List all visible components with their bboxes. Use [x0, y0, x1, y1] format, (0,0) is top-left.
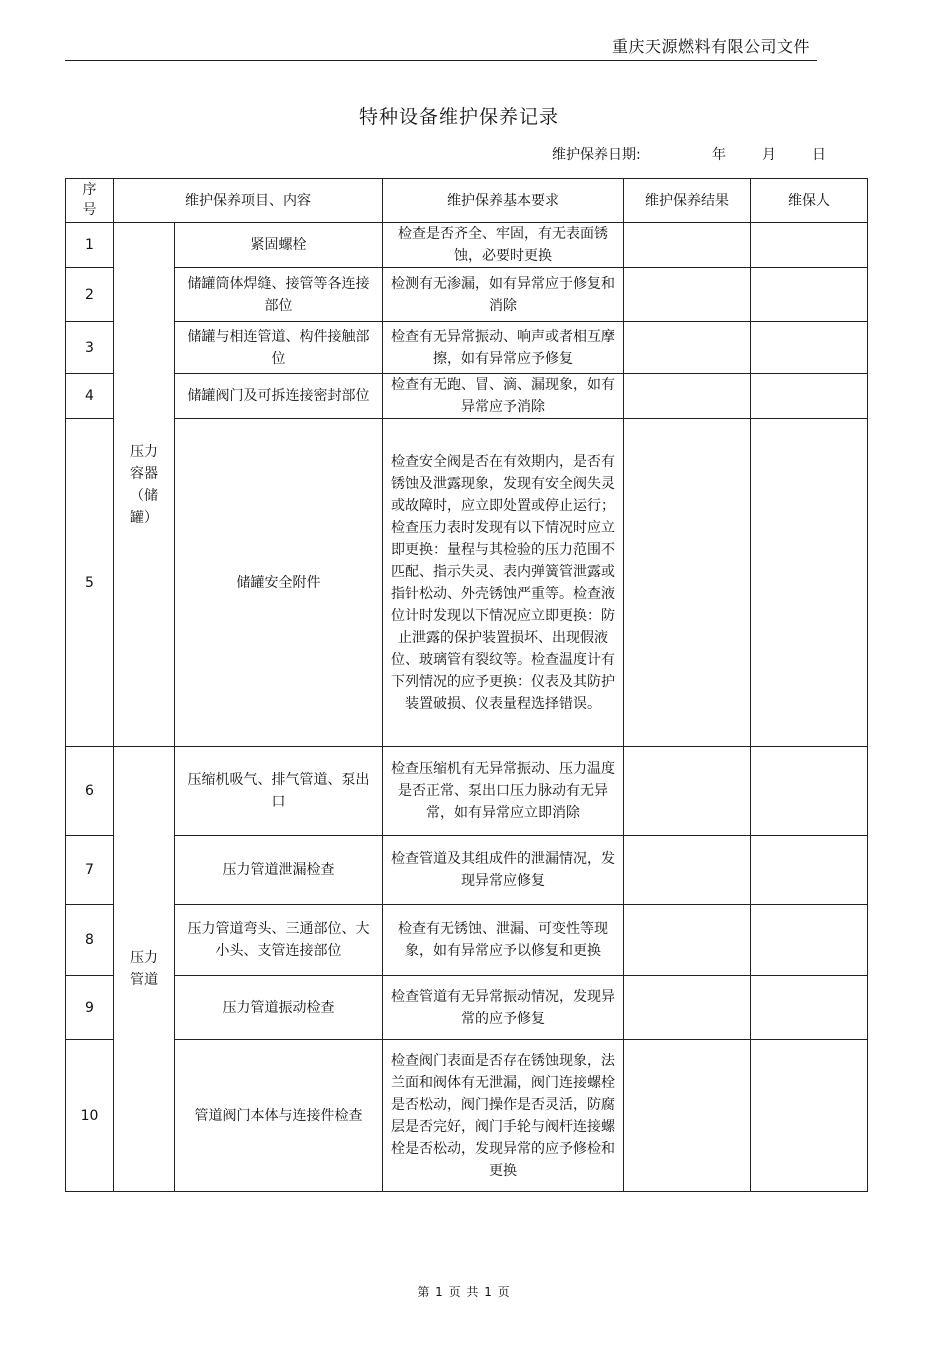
row-item: 管道阀门本体与连接件检查 — [175, 1040, 383, 1192]
row-requirement: 检测有无渗漏，如有异常应于修复和消除 — [383, 268, 624, 322]
row-requirement: 检查有无锈蚀、泄漏、可变性等现象，如有异常应予以修复和更换 — [383, 905, 624, 976]
table-header-row — [66, 179, 868, 223]
row-item: 压力管道振动检查 — [175, 976, 383, 1040]
row-requirement: 检查管道有无异常振动情况，发现异常的应予修复 — [383, 976, 624, 1040]
row-item: 压力管道泄漏检查 — [175, 836, 383, 905]
row-person-cell[interactable] — [751, 268, 868, 322]
row-person-cell[interactable] — [751, 1040, 868, 1192]
row-result-cell[interactable] — [624, 905, 751, 976]
maintenance-date-row — [552, 144, 862, 164]
row-result-cell[interactable] — [624, 836, 751, 905]
document-title: 特种设备维护保养记录 — [358, 106, 559, 128]
group-pressure-vessel: 压力容器（储罐） — [114, 223, 175, 747]
table-row — [66, 747, 868, 836]
table-row — [66, 322, 868, 374]
row-person-cell[interactable] — [751, 905, 868, 976]
row-seq: 2 — [66, 268, 114, 322]
row-result-cell[interactable] — [624, 223, 751, 268]
row-item: 储罐安全附件 — [175, 419, 383, 747]
row-result-cell[interactable] — [624, 976, 751, 1040]
row-result-cell[interactable] — [624, 268, 751, 322]
row-person-cell[interactable] — [751, 419, 868, 747]
row-seq: 1 — [66, 223, 114, 268]
row-person-cell[interactable] — [751, 322, 868, 374]
row-item: 储罐与相连管道、构件接触部位 — [175, 322, 383, 374]
table-row — [66, 419, 868, 747]
row-person-cell[interactable] — [751, 374, 868, 419]
row-requirement: 检查有无跑、冒、滴、漏现象，如有异常应予消除 — [383, 374, 624, 419]
table-row — [66, 1040, 868, 1192]
date-day-label: 日 — [812, 147, 826, 163]
row-result-cell[interactable] — [624, 1040, 751, 1192]
table-row — [66, 374, 868, 419]
maintenance-date-label: 维护保养日期: — [552, 147, 641, 163]
row-seq: 4 — [66, 374, 114, 419]
row-seq: 7 — [66, 836, 114, 905]
table-row — [66, 836, 868, 905]
row-item: 紧固螺栓 — [175, 223, 383, 268]
maintenance-record-table — [65, 178, 868, 1192]
row-seq: 8 — [66, 905, 114, 976]
header-organization: 重庆天源燃料有限公司文件 — [611, 37, 810, 56]
row-person-cell[interactable] — [751, 976, 868, 1040]
row-seq: 5 — [66, 419, 114, 747]
row-result-cell[interactable] — [624, 374, 751, 419]
row-item: 储罐阀门及可拆连接密封部位 — [175, 374, 383, 419]
row-person-cell[interactable] — [751, 223, 868, 268]
row-item: 压力管道弯头、三通部位、大小头、支管连接部位 — [175, 905, 383, 976]
table-row — [66, 223, 868, 268]
page-footer: 第 1 页 共 1 页 — [417, 1285, 511, 1299]
row-requirement: 检查安全阀是否在有效期内，是否有锈蚀及泄露现象，发现有安全阀失灵或故障时，应立即处置或停止运行；检查压力表时发现有以下情况时应立即更换：量程与其检验的压力范围不匹配、指示失灵、表内弹簧管泄露或指针松动、外壳锈蚀严重等。检查液位计时发现以下情况应立即更换：防止泄露的保护装置损坏、出现假液位、玻璃管有裂纹等。检查温度计有下列情况的应予更换：仪表及其防护装置破损、仪表量程选择错误。 — [383, 419, 624, 747]
table-row — [66, 976, 868, 1040]
row-requirement: 检查管道及其组成件的泄漏情况，发现异常应修复 — [383, 836, 624, 905]
row-person-cell[interactable] — [751, 836, 868, 905]
row-seq: 10 — [66, 1040, 114, 1192]
row-requirement: 检查压缩机有无异常振动、压力温度是否正常、泵出口压力脉动有无异常，如有异常应立即消除 — [383, 747, 624, 836]
group-pressure-pipeline: 压力管道 — [114, 747, 175, 1192]
row-item: 储罐筒体焊缝、接管等各连接部位 — [175, 268, 383, 322]
row-result-cell[interactable] — [624, 419, 751, 747]
date-month-label: 月 — [762, 147, 776, 163]
header-item: 维护保养项目、内容 — [114, 179, 383, 223]
header-person: 维保人 — [751, 179, 868, 223]
header-divider — [65, 60, 817, 61]
row-seq: 6 — [66, 747, 114, 836]
row-requirement: 检查是否齐全、牢固，有无表面锈蚀，必要时更换 — [383, 223, 624, 268]
table-row — [66, 268, 868, 322]
row-seq: 9 — [66, 976, 114, 1040]
row-item: 压缩机吸气、排气管道、泵出口 — [175, 747, 383, 836]
header-requirement: 维护保养基本要求 — [383, 179, 624, 223]
row-result-cell[interactable] — [624, 322, 751, 374]
row-requirement: 检查有无异常振动、响声或者相互摩擦，如有异常应予修复 — [383, 322, 624, 374]
row-seq: 3 — [66, 322, 114, 374]
row-requirement: 检查阀门表面是否存在锈蚀现象，法兰面和阀体有无泄漏，阀门连接螺栓是否松动，阀门操作是否灵活，防腐层是否完好，阀门手轮与阀杆连接螺栓是否松动，发现异常的应予修检和更换 — [383, 1040, 624, 1192]
header-result: 维护保养结果 — [624, 179, 751, 223]
table-row — [66, 905, 868, 976]
date-year-label: 年 — [712, 147, 726, 163]
row-person-cell[interactable] — [751, 747, 868, 836]
header-seq: 序号 — [66, 179, 114, 223]
row-result-cell[interactable] — [624, 747, 751, 836]
